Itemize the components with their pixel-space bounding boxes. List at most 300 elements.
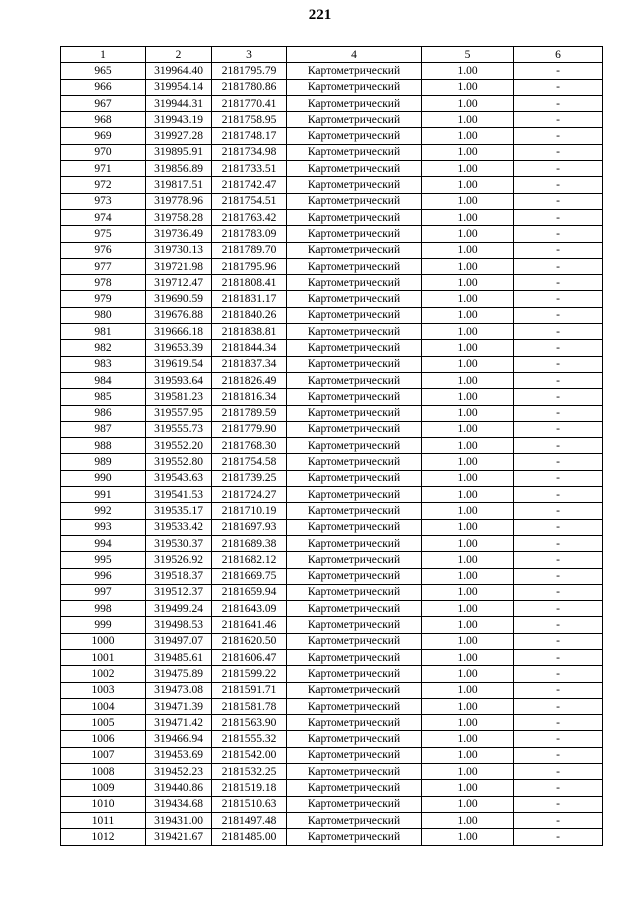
note-cell: - (514, 438, 603, 454)
accuracy-cell: 1.00 (422, 405, 514, 421)
method-cell: Картометрический (287, 503, 422, 519)
table-row (61, 291, 603, 307)
method-cell: Картометрический (287, 454, 422, 470)
accuracy-cell: 1.00 (422, 633, 514, 649)
note-cell: - (514, 633, 603, 649)
x-coordinate-cell: 319712.47 (146, 275, 212, 291)
note-cell: - (514, 812, 603, 828)
table-row (61, 356, 603, 372)
method-cell: Картометрический (287, 438, 422, 454)
table-row (61, 568, 603, 584)
note-cell: - (514, 829, 603, 845)
table-row (61, 79, 603, 95)
table-row (61, 193, 603, 209)
y-coordinate-cell: 2181485.00 (212, 829, 287, 845)
x-coordinate-cell: 319434.68 (146, 796, 212, 812)
y-coordinate-cell: 2181689.38 (212, 535, 287, 551)
note-cell: - (514, 95, 603, 111)
method-cell: Картометрический (287, 63, 422, 79)
note-cell: - (514, 454, 603, 470)
note-cell: - (514, 568, 603, 584)
point-number-cell: 977 (61, 258, 146, 274)
note-cell: - (514, 535, 603, 551)
point-number-cell: 1011 (61, 812, 146, 828)
method-cell: Картометрический (287, 405, 422, 421)
method-cell: Картометрический (287, 275, 422, 291)
note-cell: - (514, 340, 603, 356)
note-cell: - (514, 421, 603, 437)
column-header-3: 3 (212, 47, 287, 63)
note-cell: - (514, 112, 603, 128)
x-coordinate-cell: 319452.23 (146, 764, 212, 780)
note-cell: - (514, 552, 603, 568)
y-coordinate-cell: 2181739.25 (212, 470, 287, 486)
method-cell: Картометрический (287, 535, 422, 551)
accuracy-cell: 1.00 (422, 649, 514, 665)
table-row (61, 552, 603, 568)
note-cell: - (514, 731, 603, 747)
x-coordinate-cell: 319758.28 (146, 209, 212, 225)
point-number-cell: 992 (61, 503, 146, 519)
note-cell: - (514, 584, 603, 600)
table-row (61, 340, 603, 356)
method-cell: Картометрический (287, 144, 422, 160)
x-coordinate-cell: 319475.89 (146, 666, 212, 682)
accuracy-cell: 1.00 (422, 731, 514, 747)
note-cell: - (514, 226, 603, 242)
x-coordinate-cell: 319518.37 (146, 568, 212, 584)
method-cell: Картометрический (287, 372, 422, 388)
x-coordinate-cell: 319440.86 (146, 780, 212, 796)
x-coordinate-cell: 319552.20 (146, 438, 212, 454)
note-cell: - (514, 487, 603, 503)
table-row (61, 666, 603, 682)
x-coordinate-cell: 319499.24 (146, 601, 212, 617)
method-cell: Картометрический (287, 682, 422, 698)
method-cell: Картометрический (287, 470, 422, 486)
point-number-cell: 984 (61, 372, 146, 388)
accuracy-cell: 1.00 (422, 356, 514, 372)
x-coordinate-cell: 319535.17 (146, 503, 212, 519)
point-number-cell: 974 (61, 209, 146, 225)
table-row (61, 324, 603, 340)
table-body (61, 63, 603, 845)
method-cell: Картометрический (287, 193, 422, 209)
note-cell: - (514, 682, 603, 698)
y-coordinate-cell: 2181532.25 (212, 764, 287, 780)
table-row (61, 731, 603, 747)
y-coordinate-cell: 2181838.81 (212, 324, 287, 340)
table-row (61, 470, 603, 486)
coordinates-table (60, 46, 603, 846)
accuracy-cell: 1.00 (422, 584, 514, 600)
y-coordinate-cell: 2181783.09 (212, 226, 287, 242)
accuracy-cell: 1.00 (422, 242, 514, 258)
point-number-cell: 972 (61, 177, 146, 193)
point-number-cell: 986 (61, 405, 146, 421)
accuracy-cell: 1.00 (422, 161, 514, 177)
table-row (61, 812, 603, 828)
y-coordinate-cell: 2181724.27 (212, 487, 287, 503)
accuracy-cell: 1.00 (422, 63, 514, 79)
accuracy-cell: 1.00 (422, 454, 514, 470)
accuracy-cell: 1.00 (422, 438, 514, 454)
note-cell: - (514, 193, 603, 209)
y-coordinate-cell: 2181710.19 (212, 503, 287, 519)
accuracy-cell: 1.00 (422, 617, 514, 633)
note-cell: - (514, 161, 603, 177)
note-cell: - (514, 389, 603, 405)
y-coordinate-cell: 2181669.75 (212, 568, 287, 584)
method-cell: Картометрический (287, 307, 422, 323)
y-coordinate-cell: 2181816.34 (212, 389, 287, 405)
y-coordinate-cell: 2181555.32 (212, 731, 287, 747)
y-coordinate-cell: 2181563.90 (212, 715, 287, 731)
point-number-cell: 995 (61, 552, 146, 568)
method-cell: Картометрический (287, 584, 422, 600)
method-cell: Картометрический (287, 209, 422, 225)
point-number-cell: 982 (61, 340, 146, 356)
x-coordinate-cell: 319927.28 (146, 128, 212, 144)
y-coordinate-cell: 2181742.47 (212, 177, 287, 193)
method-cell: Картометрический (287, 291, 422, 307)
point-number-cell: 1005 (61, 715, 146, 731)
method-cell: Картометрический (287, 780, 422, 796)
y-coordinate-cell: 2181643.09 (212, 601, 287, 617)
point-number-cell: 1002 (61, 666, 146, 682)
table-row (61, 764, 603, 780)
accuracy-cell: 1.00 (422, 470, 514, 486)
accuracy-cell: 1.00 (422, 666, 514, 682)
accuracy-cell: 1.00 (422, 275, 514, 291)
x-coordinate-cell: 319954.14 (146, 79, 212, 95)
method-cell: Картометрический (287, 161, 422, 177)
method-cell: Картометрический (287, 519, 422, 535)
point-number-cell: 973 (61, 193, 146, 209)
note-cell: - (514, 649, 603, 665)
point-number-cell: 994 (61, 535, 146, 551)
point-number-cell: 970 (61, 144, 146, 160)
point-number-cell: 990 (61, 470, 146, 486)
point-number-cell: 1007 (61, 747, 146, 763)
method-cell: Картометрический (287, 747, 422, 763)
y-coordinate-cell: 2181599.22 (212, 666, 287, 682)
column-header-5: 5 (422, 47, 514, 63)
note-cell: - (514, 698, 603, 714)
accuracy-cell: 1.00 (422, 307, 514, 323)
point-number-cell: 1001 (61, 649, 146, 665)
page-number: 221 (308, 7, 332, 23)
x-coordinate-cell: 319721.98 (146, 258, 212, 274)
table-row (61, 584, 603, 600)
table-row (61, 454, 603, 470)
y-coordinate-cell: 2181844.34 (212, 340, 287, 356)
table-row (61, 421, 603, 437)
accuracy-cell: 1.00 (422, 340, 514, 356)
y-coordinate-cell: 2181840.26 (212, 307, 287, 323)
table-row (61, 829, 603, 845)
accuracy-cell: 1.00 (422, 128, 514, 144)
point-number-cell: 980 (61, 307, 146, 323)
point-number-cell: 966 (61, 79, 146, 95)
y-coordinate-cell: 2181758.95 (212, 112, 287, 128)
x-coordinate-cell: 319431.00 (146, 812, 212, 828)
x-coordinate-cell: 319421.67 (146, 829, 212, 845)
point-number-cell: 1004 (61, 698, 146, 714)
y-coordinate-cell: 2181734.98 (212, 144, 287, 160)
method-cell: Картометрический (287, 731, 422, 747)
x-coordinate-cell: 319593.64 (146, 372, 212, 388)
point-number-cell: 1003 (61, 682, 146, 698)
x-coordinate-cell: 319543.63 (146, 470, 212, 486)
note-cell: - (514, 601, 603, 617)
method-cell: Картометрический (287, 552, 422, 568)
point-number-cell: 998 (61, 601, 146, 617)
point-number-cell: 981 (61, 324, 146, 340)
accuracy-cell: 1.00 (422, 682, 514, 698)
point-number-cell: 976 (61, 242, 146, 258)
method-cell: Картометрический (287, 258, 422, 274)
table-row (61, 601, 603, 617)
point-number-cell: 997 (61, 584, 146, 600)
table-row (61, 63, 603, 79)
x-coordinate-cell: 319964.40 (146, 63, 212, 79)
note-cell: - (514, 144, 603, 160)
note-cell: - (514, 63, 603, 79)
table-row (61, 519, 603, 535)
x-coordinate-cell: 319557.95 (146, 405, 212, 421)
note-cell: - (514, 324, 603, 340)
method-cell: Картометрический (287, 568, 422, 584)
method-cell: Картометрический (287, 829, 422, 845)
accuracy-cell: 1.00 (422, 715, 514, 731)
table-row (61, 780, 603, 796)
note-cell: - (514, 519, 603, 535)
method-cell: Картометрический (287, 95, 422, 111)
y-coordinate-cell: 2181682.12 (212, 552, 287, 568)
y-coordinate-cell: 2181795.96 (212, 258, 287, 274)
note-cell: - (514, 780, 603, 796)
point-number-cell: 975 (61, 226, 146, 242)
point-number-cell: 1012 (61, 829, 146, 845)
point-number-cell: 968 (61, 112, 146, 128)
accuracy-cell: 1.00 (422, 487, 514, 503)
accuracy-cell: 1.00 (422, 193, 514, 209)
x-coordinate-cell: 319466.94 (146, 731, 212, 747)
x-coordinate-cell: 319552.80 (146, 454, 212, 470)
note-cell: - (514, 275, 603, 291)
y-coordinate-cell: 2181780.86 (212, 79, 287, 95)
point-number-cell: 996 (61, 568, 146, 584)
note-cell: - (514, 747, 603, 763)
method-cell: Картометрический (287, 633, 422, 649)
accuracy-cell: 1.00 (422, 796, 514, 812)
note-cell: - (514, 666, 603, 682)
table-row (61, 112, 603, 128)
accuracy-cell: 1.00 (422, 144, 514, 160)
accuracy-cell: 1.00 (422, 829, 514, 845)
table-row (61, 633, 603, 649)
table-row (61, 275, 603, 291)
method-cell: Картометрический (287, 715, 422, 731)
method-cell: Картометрический (287, 649, 422, 665)
table-row (61, 161, 603, 177)
note-cell: - (514, 177, 603, 193)
table-row (61, 715, 603, 731)
point-number-cell: 978 (61, 275, 146, 291)
method-cell: Картометрический (287, 324, 422, 340)
x-coordinate-cell: 319541.53 (146, 487, 212, 503)
x-coordinate-cell: 319512.37 (146, 584, 212, 600)
accuracy-cell: 1.00 (422, 372, 514, 388)
accuracy-cell: 1.00 (422, 389, 514, 405)
table-row (61, 128, 603, 144)
point-number-cell: 993 (61, 519, 146, 535)
method-cell: Картометрический (287, 487, 422, 503)
point-number-cell: 991 (61, 487, 146, 503)
note-cell: - (514, 715, 603, 731)
method-cell: Картометрический (287, 356, 422, 372)
point-number-cell: 999 (61, 617, 146, 633)
table-row (61, 177, 603, 193)
table-row (61, 617, 603, 633)
y-coordinate-cell: 2181837.34 (212, 356, 287, 372)
note-cell: - (514, 356, 603, 372)
y-coordinate-cell: 2181591.71 (212, 682, 287, 698)
x-coordinate-cell: 319676.88 (146, 307, 212, 323)
note-cell: - (514, 209, 603, 225)
y-coordinate-cell: 2181697.93 (212, 519, 287, 535)
x-coordinate-cell: 319778.96 (146, 193, 212, 209)
x-coordinate-cell: 319471.42 (146, 715, 212, 731)
point-number-cell: 979 (61, 291, 146, 307)
y-coordinate-cell: 2181754.58 (212, 454, 287, 470)
column-header-1: 1 (61, 47, 146, 63)
x-coordinate-cell: 319498.53 (146, 617, 212, 633)
table-row (61, 649, 603, 665)
accuracy-cell: 1.00 (422, 812, 514, 828)
y-coordinate-cell: 2181763.42 (212, 209, 287, 225)
note-cell: - (514, 258, 603, 274)
y-coordinate-cell: 2181620.50 (212, 633, 287, 649)
y-coordinate-cell: 2181497.48 (212, 812, 287, 828)
y-coordinate-cell: 2181826.49 (212, 372, 287, 388)
x-coordinate-cell: 319471.39 (146, 698, 212, 714)
note-cell: - (514, 307, 603, 323)
table-row (61, 258, 603, 274)
point-number-cell: 1000 (61, 633, 146, 649)
x-coordinate-cell: 319730.13 (146, 242, 212, 258)
x-coordinate-cell: 319619.54 (146, 356, 212, 372)
note-cell: - (514, 242, 603, 258)
x-coordinate-cell: 319530.37 (146, 535, 212, 551)
point-number-cell: 969 (61, 128, 146, 144)
y-coordinate-cell: 2181789.70 (212, 242, 287, 258)
table-row (61, 372, 603, 388)
note-cell: - (514, 796, 603, 812)
accuracy-cell: 1.00 (422, 112, 514, 128)
x-coordinate-cell: 319653.39 (146, 340, 212, 356)
table-row (61, 144, 603, 160)
x-coordinate-cell: 319473.08 (146, 682, 212, 698)
y-coordinate-cell: 2181733.51 (212, 161, 287, 177)
point-number-cell: 967 (61, 95, 146, 111)
column-header-4: 4 (287, 47, 422, 63)
x-coordinate-cell: 319736.49 (146, 226, 212, 242)
table-row (61, 698, 603, 714)
accuracy-cell: 1.00 (422, 601, 514, 617)
point-number-cell: 1008 (61, 764, 146, 780)
accuracy-cell: 1.00 (422, 535, 514, 551)
accuracy-cell: 1.00 (422, 291, 514, 307)
method-cell: Картометрический (287, 79, 422, 95)
x-coordinate-cell: 319497.07 (146, 633, 212, 649)
method-cell: Картометрический (287, 812, 422, 828)
y-coordinate-cell: 2181754.51 (212, 193, 287, 209)
accuracy-cell: 1.00 (422, 780, 514, 796)
y-coordinate-cell: 2181606.47 (212, 649, 287, 665)
table-row (61, 405, 603, 421)
note-cell: - (514, 470, 603, 486)
method-cell: Картометрический (287, 389, 422, 405)
table-row (61, 747, 603, 763)
x-coordinate-cell: 319555.73 (146, 421, 212, 437)
table-row (61, 307, 603, 323)
method-cell: Картометрический (287, 242, 422, 258)
x-coordinate-cell: 319944.31 (146, 95, 212, 111)
table-row (61, 95, 603, 111)
table-row (61, 796, 603, 812)
x-coordinate-cell: 319856.89 (146, 161, 212, 177)
accuracy-cell: 1.00 (422, 226, 514, 242)
table-row (61, 438, 603, 454)
y-coordinate-cell: 2181795.79 (212, 63, 287, 79)
note-cell: - (514, 291, 603, 307)
accuracy-cell: 1.00 (422, 698, 514, 714)
y-coordinate-cell: 2181768.30 (212, 438, 287, 454)
point-number-cell: 965 (61, 63, 146, 79)
y-coordinate-cell: 2181808.41 (212, 275, 287, 291)
table-row (61, 682, 603, 698)
point-number-cell: 971 (61, 161, 146, 177)
point-number-cell: 985 (61, 389, 146, 405)
accuracy-cell: 1.00 (422, 209, 514, 225)
y-coordinate-cell: 2181831.17 (212, 291, 287, 307)
method-cell: Картометрический (287, 226, 422, 242)
point-number-cell: 1009 (61, 780, 146, 796)
table-row (61, 209, 603, 225)
y-coordinate-cell: 2181779.90 (212, 421, 287, 437)
point-number-cell: 1010 (61, 796, 146, 812)
method-cell: Картометрический (287, 601, 422, 617)
note-cell: - (514, 617, 603, 633)
point-number-cell: 987 (61, 421, 146, 437)
accuracy-cell: 1.00 (422, 79, 514, 95)
method-cell: Картометрический (287, 112, 422, 128)
method-cell: Картометрический (287, 421, 422, 437)
x-coordinate-cell: 319666.18 (146, 324, 212, 340)
note-cell: - (514, 764, 603, 780)
accuracy-cell: 1.00 (422, 324, 514, 340)
x-coordinate-cell: 319943.19 (146, 112, 212, 128)
y-coordinate-cell: 2181748.17 (212, 128, 287, 144)
method-cell: Картометрический (287, 177, 422, 193)
method-cell: Картометрический (287, 340, 422, 356)
y-coordinate-cell: 2181581.78 (212, 698, 287, 714)
method-cell: Картометрический (287, 666, 422, 682)
accuracy-cell: 1.00 (422, 503, 514, 519)
method-cell: Картометрический (287, 128, 422, 144)
